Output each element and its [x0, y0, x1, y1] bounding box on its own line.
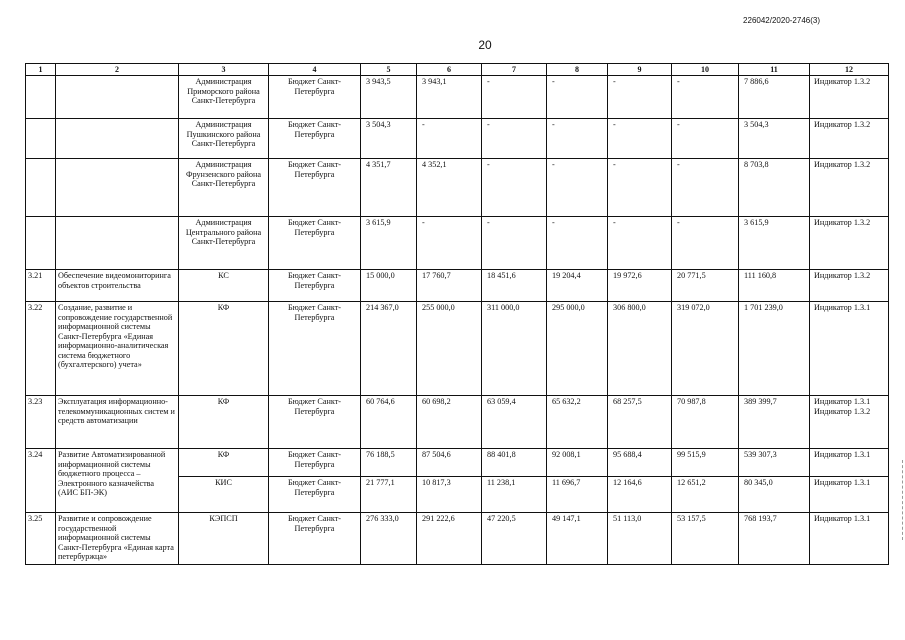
amount-cell: 306 800,0: [608, 302, 672, 396]
activity-name-cell: Обеспечение видеомониторинга объектов строительства: [56, 270, 179, 302]
funding-source-cell: Бюджет Санкт-Петербурга: [269, 270, 361, 302]
funding-source-cell: Бюджет Санкт-Петербурга: [269, 159, 361, 217]
indicator-cell: Индикатор 1.3.1: [810, 449, 889, 477]
item-number-cell: 3.25: [26, 513, 56, 565]
funding-source-cell: Бюджет Санкт-Петербурга: [269, 396, 361, 449]
funding-source-cell: Бюджет Санкт-Петербурга: [269, 513, 361, 565]
activity-name-cell: Эксплуатация информационно-телекоммуникационных систем и средств автоматизации: [56, 396, 179, 449]
indicator-cell: Индикатор 1.3.2: [810, 159, 889, 217]
col-header-5: 5: [361, 64, 417, 76]
amount-cell: -: [482, 76, 547, 119]
amount-cell: 95 688,4: [608, 449, 672, 477]
executor-cell: КФ: [179, 449, 269, 477]
table-row: [26, 302, 889, 396]
col-header-4: 4: [269, 64, 361, 76]
table-row: [26, 159, 889, 217]
activity-name-cell: [56, 159, 179, 217]
col-header-11: 11: [739, 64, 810, 76]
col-header-8: 8: [547, 64, 608, 76]
item-number-cell: [26, 76, 56, 119]
table-row: [26, 119, 889, 159]
amount-cell: 4 351,7: [361, 159, 417, 217]
indicator-cell: Индикатор 1.3.2: [810, 217, 889, 270]
amount-cell: 15 000,0: [361, 270, 417, 302]
amount-cell: 19 204,4: [547, 270, 608, 302]
amount-cell: -: [547, 217, 608, 270]
amount-cell: 63 059,4: [482, 396, 547, 449]
amount-cell: 17 760,7: [417, 270, 482, 302]
amount-cell: -: [417, 217, 482, 270]
col-header-12: 12: [810, 64, 889, 76]
funding-source-cell: Бюджет Санкт-Петербурга: [269, 477, 361, 513]
item-number-cell: 3.23: [26, 396, 56, 449]
table-row: [26, 76, 889, 119]
table-row: [26, 396, 889, 449]
col-header-3: 3: [179, 64, 269, 76]
item-number-cell: [26, 217, 56, 270]
amount-cell: 255 000,0: [417, 302, 482, 396]
indicator-cell: Индикатор 1.3.2: [810, 119, 889, 159]
amount-cell: 539 307,3: [739, 449, 810, 477]
item-number-cell: 3.24: [26, 449, 56, 513]
amount-cell: 319 072,0: [672, 302, 739, 396]
amount-cell: 4 352,1: [417, 159, 482, 217]
amount-cell: 3 615,9: [361, 217, 417, 270]
amount-cell: -: [482, 119, 547, 159]
amount-cell: -: [417, 119, 482, 159]
table-row: [26, 513, 889, 565]
indicator-cell: Индикатор 1.3.1: [810, 302, 889, 396]
page-number: 20: [478, 38, 492, 52]
amount-cell: 51 113,0: [608, 513, 672, 565]
amount-cell: 99 515,9: [672, 449, 739, 477]
table-row: [26, 270, 889, 302]
indicator-cell: Индикатор 1.3.1 Индикатор 1.3.2: [810, 396, 889, 449]
amount-cell: 68 257,5: [608, 396, 672, 449]
amount-cell: -: [672, 159, 739, 217]
amount-cell: 76 188,5: [361, 449, 417, 477]
col-header-6: 6: [417, 64, 482, 76]
executor-cell: Администрация Центрального района Санкт-Петербурга: [179, 217, 269, 270]
amount-cell: -: [608, 119, 672, 159]
amount-cell: -: [482, 217, 547, 270]
amount-cell: 18 451,6: [482, 270, 547, 302]
amount-cell: 3 504,3: [739, 119, 810, 159]
amount-cell: 65 632,2: [547, 396, 608, 449]
amount-cell: 11 238,1: [482, 477, 547, 513]
executor-cell: КС: [179, 270, 269, 302]
item-number-cell: [26, 159, 56, 217]
activity-name-cell: Создание, развитие и сопровождение государственной информационной системы Санкт-Петербурга «Единая информационно-аналитическая система бюджетного (бухгалтерского) учета»: [56, 302, 179, 396]
amount-cell: -: [547, 159, 608, 217]
amount-cell: 47 220,5: [482, 513, 547, 565]
scan-edge-mark: [902, 460, 903, 540]
table-row: [26, 217, 889, 270]
item-number-cell: 3.21: [26, 270, 56, 302]
amount-cell: -: [672, 217, 739, 270]
amount-cell: -: [672, 119, 739, 159]
amount-cell: 311 000,0: [482, 302, 547, 396]
amount-cell: 92 008,1: [547, 449, 608, 477]
funding-source-cell: Бюджет Санкт-Петербурга: [269, 302, 361, 396]
amount-cell: 768 193,7: [739, 513, 810, 565]
amount-cell: -: [608, 159, 672, 217]
indicator-cell: Индикатор 1.3.1: [810, 477, 889, 513]
col-header-1: 1: [26, 64, 56, 76]
program-table: [25, 63, 889, 565]
amount-cell: 389 399,7: [739, 396, 810, 449]
amount-cell: 88 401,8: [482, 449, 547, 477]
activity-name-cell: Развитие и сопровождение государственной информационной системы Санкт-Петербурга «Единая карта петербуржца»: [56, 513, 179, 565]
executor-cell: КФ: [179, 302, 269, 396]
amount-cell: 10 817,3: [417, 477, 482, 513]
amount-cell: -: [547, 119, 608, 159]
amount-cell: 276 333,0: [361, 513, 417, 565]
amount-cell: 12 651,2: [672, 477, 739, 513]
amount-cell: 7 886,6: [739, 76, 810, 119]
activity-name-cell: Развитие Автоматизированной информационной системы бюджетного процесса – Электронного казначейства (АИС БП-ЭК): [56, 449, 179, 513]
amount-cell: -: [608, 217, 672, 270]
amount-cell: 20 771,5: [672, 270, 739, 302]
col-header-2: 2: [56, 64, 179, 76]
activity-name-cell: [56, 76, 179, 119]
amount-cell: 19 972,6: [608, 270, 672, 302]
amount-cell: 8 703,8: [739, 159, 810, 217]
amount-cell: 12 164,6: [608, 477, 672, 513]
item-number-cell: [26, 119, 56, 159]
amount-cell: 60 698,2: [417, 396, 482, 449]
col-header-7: 7: [482, 64, 547, 76]
col-header-10: 10: [672, 64, 739, 76]
amount-cell: 295 000,0: [547, 302, 608, 396]
amount-cell: -: [672, 76, 739, 119]
amount-cell: 3 943,1: [417, 76, 482, 119]
amount-cell: 80 345,0: [739, 477, 810, 513]
table-row: [26, 449, 889, 477]
amount-cell: 11 696,7: [547, 477, 608, 513]
amount-cell: -: [547, 76, 608, 119]
executor-cell: Администрация Фрунзенского района Санкт-Петербурга: [179, 159, 269, 217]
activity-name-cell: [56, 119, 179, 159]
funding-source-cell: Бюджет Санкт-Петербурга: [269, 76, 361, 119]
funding-source-cell: Бюджет Санкт-Петербурга: [269, 217, 361, 270]
executor-cell: КФ: [179, 396, 269, 449]
amount-cell: 3 504,3: [361, 119, 417, 159]
amount-cell: 291 222,6: [417, 513, 482, 565]
amount-cell: -: [482, 159, 547, 217]
indicator-cell: Индикатор 1.3.2: [810, 76, 889, 119]
executor-cell: Администрация Пушкинского района Санкт-Петербурга: [179, 119, 269, 159]
amount-cell: 3 943,5: [361, 76, 417, 119]
col-header-9: 9: [608, 64, 672, 76]
executor-cell: КИС: [179, 477, 269, 513]
amount-cell: 60 764,6: [361, 396, 417, 449]
executor-cell: КЭПСП: [179, 513, 269, 565]
column-number-row: [26, 64, 889, 76]
amount-cell: 87 504,6: [417, 449, 482, 477]
indicator-cell: Индикатор 1.3.2: [810, 270, 889, 302]
amount-cell: 53 157,5: [672, 513, 739, 565]
amount-cell: 21 777,1: [361, 477, 417, 513]
amount-cell: 214 367,0: [361, 302, 417, 396]
funding-source-cell: Бюджет Санкт-Петербурга: [269, 449, 361, 477]
item-number-cell: 3.22: [26, 302, 56, 396]
document-code: 226042/2020-2746(3): [743, 16, 820, 25]
amount-cell: 111 160,8: [739, 270, 810, 302]
executor-cell: Администрация Приморского района Санкт-Петербурга: [179, 76, 269, 119]
indicator-cell: Индикатор 1.3.1: [810, 513, 889, 565]
amount-cell: 70 987,8: [672, 396, 739, 449]
amount-cell: -: [608, 76, 672, 119]
amount-cell: 49 147,1: [547, 513, 608, 565]
amount-cell: 3 615,9: [739, 217, 810, 270]
funding-source-cell: Бюджет Санкт-Петербурга: [269, 119, 361, 159]
amount-cell: 1 701 239,0: [739, 302, 810, 396]
activity-name-cell: [56, 217, 179, 270]
